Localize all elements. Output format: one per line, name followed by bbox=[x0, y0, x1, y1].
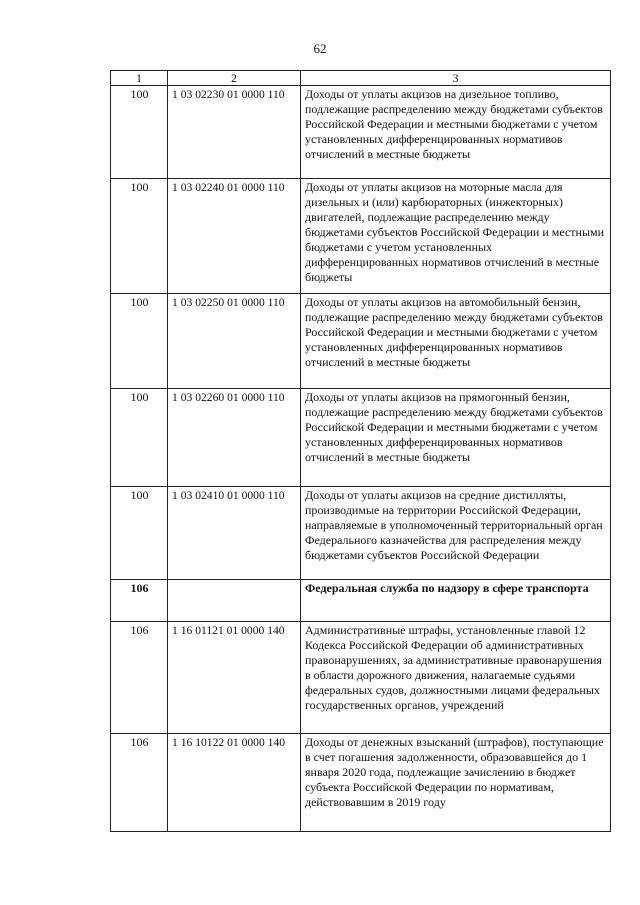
description-cell: Доходы от денежных взысканий (штрафов), поступающие в счет погашения задолженности, образовавшейся до 1 января 2020 года, подлежащие зачислению в бюджет субъекта Российской Федерации по нормативам, действовавшим в 2019 году bbox=[301, 734, 611, 832]
revenue-code-cell: 1 16 01121 01 0000 140 bbox=[168, 622, 301, 734]
description-cell: Административные штрафы, установленные главой 12 Кодекса Российской Федерации об административных правонарушениях, за административные правонарушения в области дорожного движения, налагаемые судьями федеральных судов, должностными лицами федеральных государственных органов, учреждений bbox=[301, 622, 611, 734]
table-row bbox=[111, 294, 611, 389]
admin-code-cell: 106 bbox=[111, 734, 168, 832]
revenue-code-cell: 1 03 02230 01 0000 110 bbox=[168, 86, 301, 179]
table-row bbox=[111, 487, 611, 580]
admin-code-cell: 106 bbox=[111, 580, 168, 622]
revenue-code-cell: 1 03 02410 01 0000 110 bbox=[168, 487, 301, 580]
description-cell: Доходы от уплаты акцизов на дизельное топливо, подлежащие распределению между бюджетами субъектов Российской Федерации и местными бюджетами с учетом установленных дифференцированных нормативов отчислений в местные бюджеты bbox=[301, 86, 611, 179]
description-cell: Доходы от уплаты акцизов на прямогонный бензин, подлежащие распределению между бюджетами субъектов Российской Федерации и местными бюджетами с учетом установленных дифференцированных нормативов отчислений в местные бюджеты bbox=[301, 389, 611, 487]
revenue-code-cell: 1 16 10122 01 0000 140 bbox=[168, 734, 301, 832]
table-row bbox=[111, 179, 611, 294]
revenue-code-cell: 1 03 02260 01 0000 110 bbox=[168, 389, 301, 487]
column-header-code: 2 bbox=[168, 71, 301, 86]
table-row bbox=[111, 389, 611, 487]
admin-code-cell: 106 bbox=[111, 622, 168, 734]
agency-name-cell: Федеральная служба по надзору в сфере транспорта bbox=[301, 580, 611, 622]
table-row bbox=[111, 622, 611, 734]
revenue-code-cell bbox=[168, 580, 301, 622]
revenue-code-cell: 1 03 02240 01 0000 110 bbox=[168, 179, 301, 294]
description-cell: Доходы от уплаты акцизов на моторные масла для дизельных и (или) карбюраторных (инжекторных) двигателей, подлежащие распределению между бюджетами субъектов Российской Федерации и местными бюджетами с учетом установленных дифференцированных нормативов отчислений в местные бюджеты bbox=[301, 179, 611, 294]
admin-code-cell: 100 bbox=[111, 86, 168, 179]
table-row-section-header bbox=[111, 580, 611, 622]
admin-code-cell: 100 bbox=[111, 389, 168, 487]
admin-code-cell: 100 bbox=[111, 487, 168, 580]
table-row bbox=[111, 734, 611, 832]
page-number: 62 bbox=[313, 41, 327, 56]
admin-code-cell: 100 bbox=[111, 179, 168, 294]
description-cell: Доходы от уплаты акцизов на средние дистилляты, производимые на территории Российской Федерации, направляемые в уполномоченный территориальный орган Федерального казначейства для распределения между бюджетами субъектов Российской Федерации bbox=[301, 487, 611, 580]
budget-classification-table bbox=[110, 70, 611, 832]
revenue-code-cell: 1 03 02250 01 0000 110 bbox=[168, 294, 301, 389]
column-header-admin: 1 bbox=[111, 71, 168, 86]
admin-code-cell: 100 bbox=[111, 294, 168, 389]
description-cell: Доходы от уплаты акцизов на автомобильный бензин, подлежащие распределению между бюджетами субъектов Российской Федерации и местными бюджетами с учетом установленных дифференцированных нормативов отчислений в местные бюджеты bbox=[301, 294, 611, 389]
table-row bbox=[111, 86, 611, 179]
column-header-description: 3 bbox=[301, 71, 611, 86]
table-header-row bbox=[111, 71, 611, 86]
